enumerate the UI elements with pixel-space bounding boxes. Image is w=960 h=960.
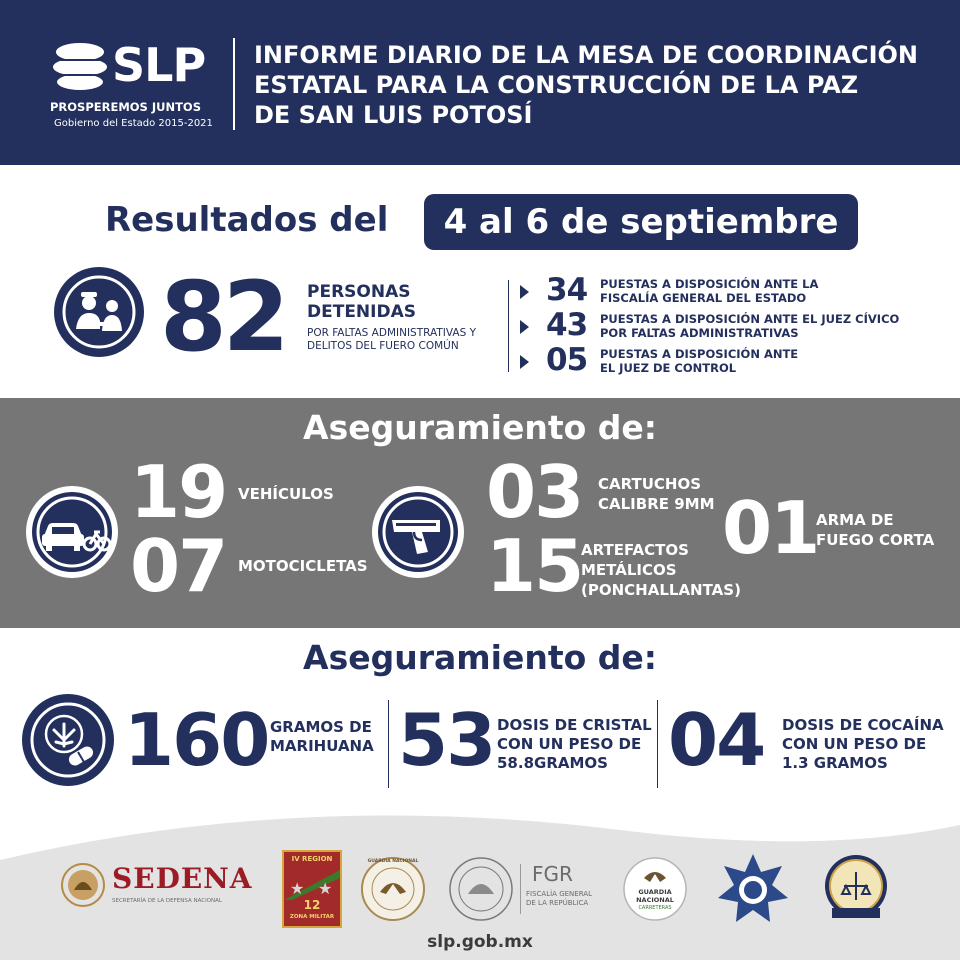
firearm-label: ARMA DE FUEGO CORTA: [816, 511, 935, 549]
marijuana-label: GRAMOS DE MARIHUANA: [270, 718, 374, 755]
mexico-national-seal-icon: [448, 856, 514, 922]
website-url[interactable]: slp.gob.mx: [427, 932, 533, 952]
guardia-nacional-carreteras-logo: [622, 856, 688, 922]
logo-text: SLP: [112, 38, 206, 92]
detained-label: PERSONAS DETENIDAS: [307, 282, 416, 322]
crystal-count: 53: [398, 698, 495, 782]
seizure-heading: Aseguramiento de:: [303, 408, 657, 447]
stars-icon: [284, 870, 340, 900]
car-motorcycle-icon: [24, 484, 120, 580]
motorcycles-label: MOTOCICLETAS: [238, 557, 368, 575]
vehicles-count: 19: [130, 450, 227, 534]
guardia-nacional-seal: [360, 856, 426, 922]
logo-tagline: PROSPEREMOS JUNTOS: [50, 100, 201, 114]
triangle-bullet-icon: [520, 285, 529, 299]
column-divider: [388, 700, 389, 788]
fgr-logo: [448, 856, 608, 922]
disposition-count: 43: [546, 307, 588, 343]
logo-subtitle: Gobierno del Estado 2015-2021: [54, 118, 213, 129]
svg-text:★: ★: [290, 879, 305, 898]
region-badge-top: IV REGION: [291, 855, 333, 863]
header-divider: [233, 38, 235, 130]
fgr-divider: [520, 864, 521, 914]
state-police-badge-icon: [716, 852, 790, 926]
vehicles-label: VEHÍCULOS: [238, 485, 334, 503]
sedena-subtitle: SECRETARÍA DE LA DEFENSA NACIONAL: [112, 898, 222, 904]
disposition-text: PUESTAS A DISPOSICIÓN ANTE LA FISCALÍA GENERAL DEL ESTADO: [600, 277, 819, 305]
disposition-text: PUESTAS A DISPOSICIÓN ANTE EL JUEZ CÍVICO POR FALTAS ADMINISTRATIVAS: [600, 312, 900, 340]
mexico-eagle-seal-icon: [60, 862, 106, 908]
gn-carreteras-line3: CARRETERAS: [638, 905, 672, 911]
column-divider: [657, 700, 658, 788]
fgr-abbreviation: FGR: [532, 862, 573, 886]
sedena-name: SEDENA: [112, 862, 253, 895]
artifacts-label: ARTEFACTOS METÁLICOS (PONCHALLANTAS): [581, 541, 741, 599]
date-range-badge: 4 al 6 de septiembre: [424, 194, 858, 250]
military-zone-badge: [282, 850, 342, 928]
cocaine-label: DOSIS DE COCAÍNA CON UN PESO DE 1.3 GRAMOS: [782, 716, 944, 772]
firearm-count: 01: [722, 486, 819, 570]
crystal-label: DOSIS DE CRISTAL CON UN PESO DE 58.8GRAMOS: [497, 716, 652, 772]
marijuana-count: 160: [124, 698, 269, 782]
disposition-count: 34: [546, 272, 588, 308]
state-prosecutor-seal-icon: [818, 852, 894, 926]
handgun-icon: [370, 484, 466, 580]
seizure-heading: Aseguramiento de:: [303, 638, 657, 677]
slp-logo: [50, 38, 220, 138]
triangle-bullet-icon: [520, 320, 529, 334]
artifacts-count: 15: [486, 524, 583, 608]
guardia-seal-text: GUARDIA NACIONAL: [367, 859, 419, 864]
report-title: INFORME DIARIO DE LA MESA DE COORDINACIÓN ESTATAL PARA LA CONSTRUCCIÓN DE LA PAZ DE SAN LUIS POTOSÍ: [254, 41, 919, 129]
results-label: Resultados del: [105, 200, 389, 240]
fgr-name: FISCALÍA GENERAL DE LA REPÚBLICA: [526, 890, 592, 907]
cannabis-pill-icon: [20, 692, 116, 788]
triangle-bullet-icon: [520, 355, 529, 369]
cocaine-count: 04: [668, 698, 765, 782]
cartridges-count: 03: [486, 450, 583, 534]
header-banner: [0, 0, 960, 165]
cartridges-label: CARTUCHOS CALIBRE 9MM: [598, 475, 715, 513]
gn-carreteras-line2: NACIONAL: [636, 896, 674, 904]
detained-person-icon: [52, 265, 146, 359]
gn-carreteras-line1: GUARDIA: [638, 888, 672, 896]
motorcycles-count: 07: [130, 524, 227, 608]
region-badge-bottom: ZONA MILITAR: [289, 914, 335, 920]
disposition-count: 05: [546, 342, 588, 378]
slp-logo-mark-icon: [50, 40, 112, 92]
detained-count: 82: [160, 261, 286, 373]
detained-subtitle: POR FALTAS ADMINISTRATIVAS Y DELITOS DEL FUERO COMÚN: [307, 327, 476, 352]
dispositions-divider: [508, 280, 509, 372]
sedena-logo: [60, 860, 260, 914]
svg-text:★: ★: [318, 879, 333, 898]
disposition-text: PUESTAS A DISPOSICIÓN ANTE EL JUEZ DE CONTROL: [600, 347, 799, 375]
region-badge-number: 12: [303, 898, 321, 912]
guardia-nacional-eagle-icon: [360, 856, 426, 922]
